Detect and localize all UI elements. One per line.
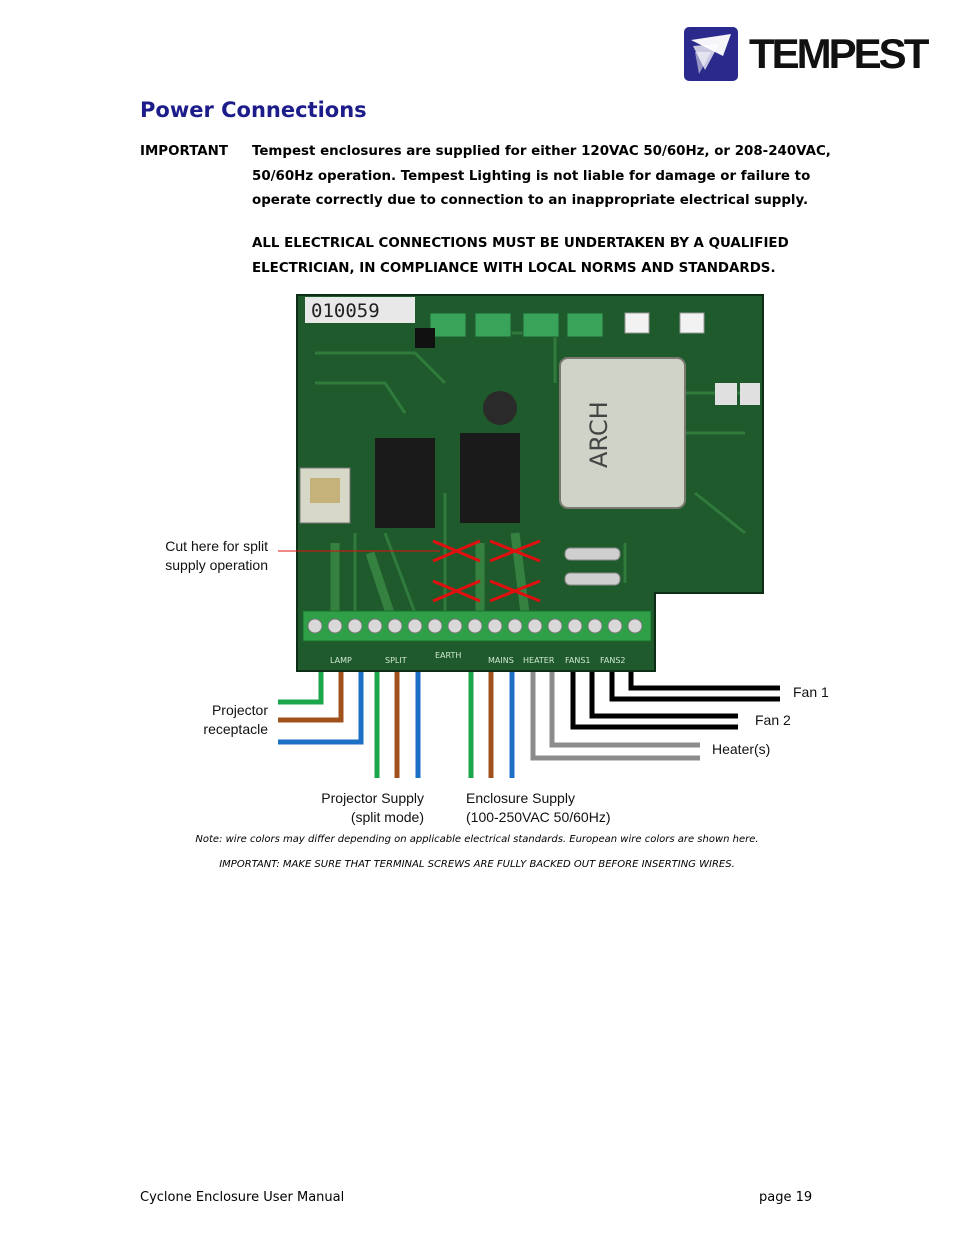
enclosure-supply-label [466,789,610,827]
terminal-label-lamp: LAMP [330,656,352,665]
terminal-label-mains: MAINS [488,656,514,665]
projector-supply-line1: Projector Supply [321,790,424,806]
footer-page-number: page 19 [759,1190,813,1205]
projector-receptacle-line1: Projector [211,702,268,718]
terminal-label-fans2: FANS2 [600,656,626,665]
terminal-label-split: SPLIT [385,656,407,665]
logo-wordmark: TEMPEST [749,30,927,77]
cut-label [140,537,268,575]
enclosure-supply-line1: Enclosure Supply [466,790,575,806]
cut-label-line1: Cut here for split [165,538,268,554]
wire-color-note: Note: wire colors may differ depending on applicable electrical standards. European wire colors are shown here. [195,834,759,845]
important-paragraph-electrician: ALL ELECTRICAL CONNECTIONS MUST BE UNDERTAKEN BY A QUALIFIED ELECTRICIAN, IN COMPLIANCE WITH LOCAL NORMS AND STANDARDS. [252,236,789,276]
serial-number: 010059 [311,300,380,322]
footer-manual-title: Cyclone Enclosure User Manual [140,1190,345,1205]
important-paragraph-supply: Tempest enclosures are supplied for either 120VAC 50/60Hz, or 208-240VAC, 50/60Hz operation. Tempest Lighting is not liable for damage or failure to operate correctly due to connection to an inappropriate electrical supply. [252,144,831,208]
heater-label: Heater(s) [712,741,771,757]
terminal-label-fans1: FANS1 [565,656,591,665]
terminal-screw-note: IMPORTANT: MAKE SURE THAT TERMINAL SCREWS ARE FULLY BACKED OUT BEFORE INSERTING WIRES. [219,859,735,870]
enclosure-supply-line2: (100-250VAC 50/60Hz) [466,809,611,825]
projector-wire-brown [278,672,341,720]
projector-receptacle-label [150,701,268,739]
fan1-label: Fan 1 [793,684,829,700]
projector-supply-label [290,789,424,827]
fan2-label: Fan 2 [755,712,791,728]
projector-supply-line2: (split mode) [350,809,424,825]
terminal-label-earth: EARTH [435,651,462,660]
terminal-label-heater: HEATER [523,656,555,665]
projector-receptacle-line2: receptacle [203,721,268,737]
page-title: Power Connections [140,98,367,122]
transformer-label: ARCH [585,401,613,468]
cut-label-line2: supply operation [165,557,268,573]
fan1-wire-2 [631,672,780,688]
projector-wire-green [278,672,321,702]
important-label: IMPORTANT [140,144,229,159]
